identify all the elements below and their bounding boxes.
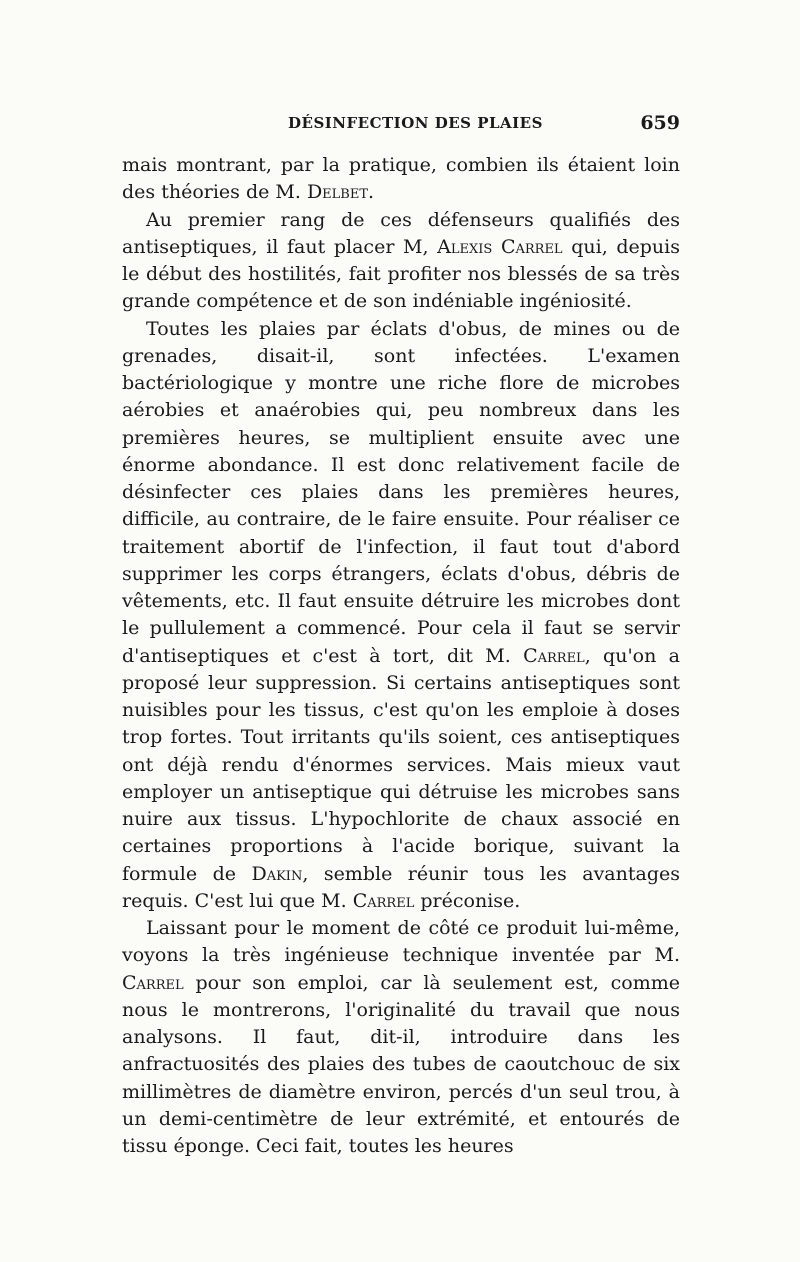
author-name: Carrel	[352, 889, 415, 912]
text-segment: mais montrant, par la pratique, combien ils étaient loin des théories de M.	[122, 154, 680, 204]
paragraph-2	[122, 207, 680, 316]
author-name: Alexis Carrel	[437, 235, 563, 258]
paragraph-4	[122, 915, 680, 1160]
running-title: DÉSINFECTION DES PLAIES	[288, 114, 543, 132]
paragraph-1	[122, 152, 680, 207]
text-segment: Toutes les plaies par éclats d'obus, de mines ou de grenades, disait-il, sont infectées. L'examen bactériologique y montre une riche flore de microbes aérobies et anaérobies qui, peu nombreux dans les premières heures, se multiplient ensuite avec une énorme abondance. Il est donc relativement facile de désinfecter ces plaies dans les premières heures, difficile, au contraire, de le faire ensuite. Pour réaliser ce traitement abortif de l'infection, il faut tout d'abord supprimer les corps étrangers, éclats d'obus, débris de vêtements, etc. Il faut ensuite détruire les microbes dont le pullulement a commencé. Pour cela il faut se servir d'antiseptiques et c'est à tort, dit M.	[122, 317, 680, 667]
paragraph-3	[122, 316, 680, 916]
author-name: Carrel	[523, 644, 585, 667]
text-segment: préconise.	[414, 889, 521, 912]
text-segment: , qu'on a proposé leur suppression. Si certains antiseptiques sont nuisibles pour les tissus, c'est qu'on les emploie à doses trop fortes. Tout irritants qu'ils soient, ces antiseptiques ont déjà rendu d'énormes services. Mais mieux vaut employer un antiseptique qui détruise les microbes sans nuire aux tissus. L'hypochlorite de chaux associé en certaines proportions à l'acide borique, suivant la formule de	[122, 644, 680, 885]
text-segment: qui, depuis le début des hostilités, fait profiter nos blessés de sa très grande compétence et de son indéniable ingéniosité.	[122, 235, 680, 313]
text-segment: , semble réunir tous les avantages requis. C'est lui que M.	[122, 862, 680, 912]
text-segment: Au premier rang de ces défenseurs qualifiés des antiseptiques, il faut placer M,	[122, 208, 680, 258]
text-segment: .	[368, 181, 375, 204]
author-name: Dakin	[251, 862, 303, 885]
body-text	[122, 152, 680, 1160]
author-name: Carrel	[122, 971, 184, 994]
text-segment: pour son emploi, car là seulement est, comme nous le montrerons, l'originalité du travail que nous analysons. Il faut, dit-il, introduire dans les anfractuosités des plaies des tubes de caoutchouc de six millimètres de diamètre environ, percés d'un seul trou, à un demi-centimètre de leur extrémité, et entourés de tissu éponge. Ceci fait, toutes les heures	[122, 971, 680, 1157]
page-number: 659	[640, 112, 680, 134]
text-segment: Laissant pour le moment de côté ce produit lui-même, voyons la très ingénieuse technique inventée par M.	[122, 917, 680, 967]
running-head	[122, 112, 680, 138]
author-name: Delbet	[306, 181, 369, 204]
